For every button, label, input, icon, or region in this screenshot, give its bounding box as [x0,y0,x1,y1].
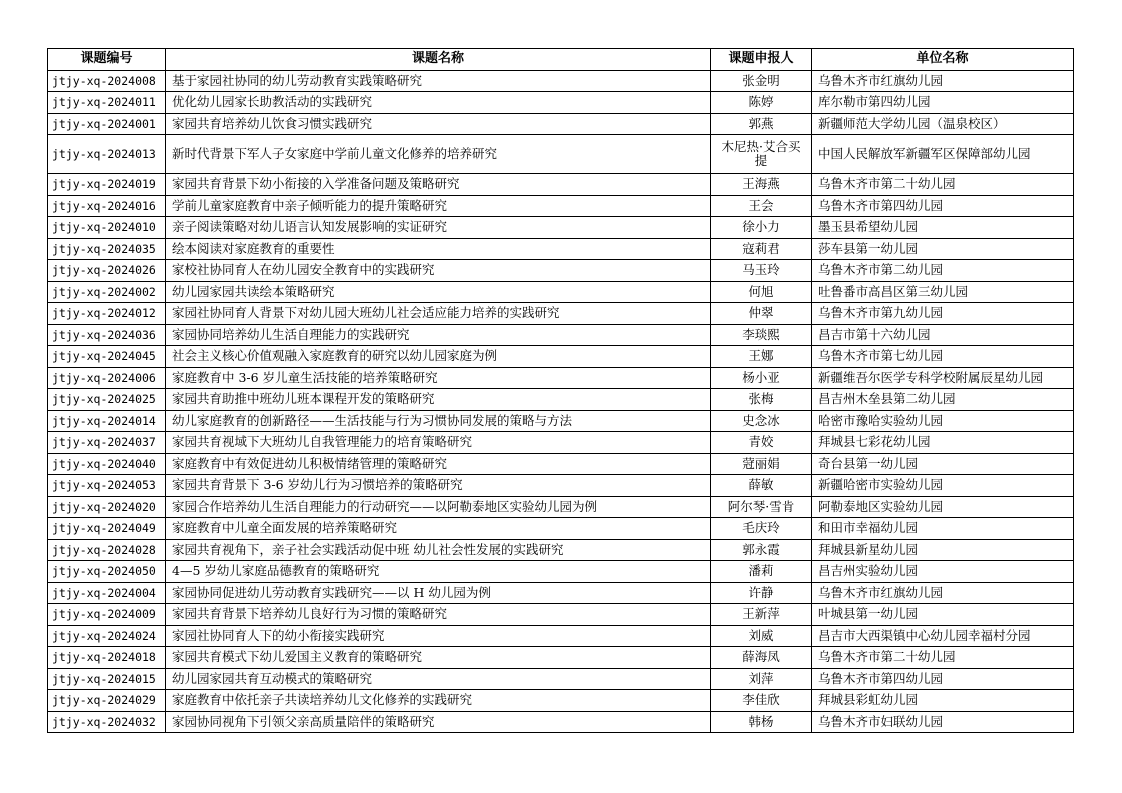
cell-applicant: 刘萍 [711,668,812,690]
table-row [48,70,1074,92]
cell-code: jtjy-xq-2024012 [48,303,166,325]
cell-code: jtjy-xq-2024002 [48,281,166,303]
cell-applicant: 王会 [711,195,812,217]
cell-title: 家园共育培养幼儿饮食习惯实践研究 [166,113,711,135]
cell-title: 家园共育背景下培养幼儿良好行为习惯的策略研究 [166,604,711,626]
cell-title: 家园共育模式下幼儿爱国主义教育的策略研究 [166,647,711,669]
cell-code: jtjy-xq-2024016 [48,195,166,217]
table-row [48,475,1074,497]
table-row [48,690,1074,712]
table-row [48,260,1074,282]
cell-title: 家园协同促进幼儿劳动教育实践研究——以 H 幼儿园为例 [166,582,711,604]
cell-unit: 乌鲁木齐市第七幼儿园 [812,346,1074,368]
cell-unit: 叶城县第一幼儿园 [812,604,1074,626]
cell-unit: 乌鲁木齐市第二十幼儿园 [812,647,1074,669]
cell-title: 家园社协同育人背景下对幼儿园大班幼儿社会适应能力培养的实践研究 [166,303,711,325]
cell-unit: 阿勒泰地区实验幼儿园 [812,496,1074,518]
cell-code: jtjy-xq-2024029 [48,690,166,712]
cell-applicant: 王新萍 [711,604,812,626]
cell-title: 家庭教育中儿童全面发展的培养策略研究 [166,518,711,540]
table-row [48,303,1074,325]
cell-code: jtjy-xq-2024020 [48,496,166,518]
cell-unit: 中国人民解放军新疆军区保障部幼儿园 [812,135,1074,174]
cell-code: jtjy-xq-2024001 [48,113,166,135]
table-row [48,389,1074,411]
cell-unit: 乌鲁木齐市红旗幼儿园 [812,582,1074,604]
table-row [48,281,1074,303]
cell-unit: 吐鲁番市高昌区第三幼儿园 [812,281,1074,303]
cell-title: 社会主义核心价值观融入家庭教育的研究以幼儿园家庭为例 [166,346,711,368]
cell-title: 家庭教育中有效促进幼儿积极情绪管理的策略研究 [166,453,711,475]
cell-unit: 拜城县七彩花幼儿园 [812,432,1074,454]
cell-unit: 新疆师范大学幼儿园（温泉校区） [812,113,1074,135]
cell-code: jtjy-xq-2024045 [48,346,166,368]
cell-code: jtjy-xq-2024013 [48,135,166,174]
cell-applicant: 史念冰 [711,410,812,432]
cell-applicant: 王娜 [711,346,812,368]
cell-applicant: 陈婷 [711,92,812,114]
cell-unit: 拜城县彩虹幼儿园 [812,690,1074,712]
cell-title: 绘本阅读对家庭教育的重要性 [166,238,711,260]
cell-title: 新时代背景下军人子女家庭中学前儿童文化修养的培养研究 [166,135,711,174]
cell-code: jtjy-xq-2024008 [48,70,166,92]
cell-unit: 新疆维吾尔医学专科学校附属辰星幼儿园 [812,367,1074,389]
cell-unit: 拜城县新星幼儿园 [812,539,1074,561]
cell-code: jtjy-xq-2024014 [48,410,166,432]
cell-title: 4—5 岁幼儿家庭品德教育的策略研究 [166,561,711,583]
cell-unit: 墨玉县希望幼儿园 [812,217,1074,239]
cell-title: 家庭教育中依托亲子共读培养幼儿文化修养的实践研究 [166,690,711,712]
cell-applicant: 薛敏 [711,475,812,497]
table-row [48,367,1074,389]
cell-code: jtjy-xq-2024011 [48,92,166,114]
cell-code: jtjy-xq-2024006 [48,367,166,389]
cell-code: jtjy-xq-2024018 [48,647,166,669]
cell-unit: 乌鲁木齐市妇联幼儿园 [812,711,1074,733]
cell-unit: 库尔勒市第四幼儿园 [812,92,1074,114]
cell-title: 家园共育背景下幼小衔接的入学准备问题及策略研究 [166,174,711,196]
cell-code: jtjy-xq-2024015 [48,668,166,690]
cell-unit: 乌鲁木齐市第二幼儿园 [812,260,1074,282]
cell-applicant: 韩杨 [711,711,812,733]
cell-unit: 乌鲁木齐市第四幼儿园 [812,195,1074,217]
cell-applicant: 张金明 [711,70,812,92]
table-row [48,346,1074,368]
cell-unit: 乌鲁木齐市第二十幼儿园 [812,174,1074,196]
table-row [48,432,1074,454]
cell-code: jtjy-xq-2024032 [48,711,166,733]
cell-applicant: 木尼热·艾合买提 [711,135,812,174]
cell-unit: 新疆哈密市实验幼儿园 [812,475,1074,497]
cell-code: jtjy-xq-2024025 [48,389,166,411]
cell-unit: 乌鲁木齐市第四幼儿园 [812,668,1074,690]
cell-applicant: 仲翠 [711,303,812,325]
cell-code: jtjy-xq-2024026 [48,260,166,282]
table-row [48,647,1074,669]
table-row [48,238,1074,260]
table-header-row [48,49,1074,71]
cell-applicant: 李佳欣 [711,690,812,712]
table-row [48,561,1074,583]
header-unit: 单位名称 [812,49,1074,71]
cell-code: jtjy-xq-2024050 [48,561,166,583]
cell-unit: 奇台县第一幼儿园 [812,453,1074,475]
table-body [48,70,1074,733]
header-applicant: 课题申报人 [711,49,812,71]
cell-unit: 乌鲁木齐市红旗幼儿园 [812,70,1074,92]
table-row [48,453,1074,475]
table-row [48,668,1074,690]
cell-code: jtjy-xq-2024004 [48,582,166,604]
cell-title: 家园共育背景下 3-6 岁幼儿行为习惯培养的策略研究 [166,475,711,497]
cell-applicant: 马玉玲 [711,260,812,282]
table-row [48,174,1074,196]
table-row [48,582,1074,604]
header-title: 课题名称 [166,49,711,71]
cell-code: jtjy-xq-2024040 [48,453,166,475]
cell-code: jtjy-xq-2024019 [48,174,166,196]
cell-applicant: 李琰熙 [711,324,812,346]
cell-code: jtjy-xq-2024035 [48,238,166,260]
cell-title: 基于家园社协同的幼儿劳动教育实践策略研究 [166,70,711,92]
cell-applicant: 许静 [711,582,812,604]
cell-applicant: 薛海凤 [711,647,812,669]
cell-applicant: 蒄丽娟 [711,453,812,475]
cell-code: jtjy-xq-2024010 [48,217,166,239]
cell-unit: 昌吉市第十六幼儿园 [812,324,1074,346]
cell-applicant: 青姣 [711,432,812,454]
cell-title: 幼儿园家园共读绘本策略研究 [166,281,711,303]
cell-applicant: 郭永霞 [711,539,812,561]
table-row [48,604,1074,626]
cell-title: 家庭教育中 3-6 岁儿童生活技能的培养策略研究 [166,367,711,389]
cell-unit: 昌吉州实验幼儿园 [812,561,1074,583]
cell-title: 家园共育助推中班幼儿班本课程开发的策略研究 [166,389,711,411]
table-row [48,324,1074,346]
cell-title: 家园合作培养幼儿生活自理能力的行动研究——以阿勒泰地区实验幼儿园为例 [166,496,711,518]
cell-unit: 昌吉市大西渠镇中心幼儿园幸福村分园 [812,625,1074,647]
cell-code: jtjy-xq-2024036 [48,324,166,346]
cell-applicant: 刘威 [711,625,812,647]
table-row [48,92,1074,114]
table-row [48,113,1074,135]
cell-code: jtjy-xq-2024024 [48,625,166,647]
cell-title: 亲子阅读策略对幼儿语言认知发展影响的实证研究 [166,217,711,239]
cell-title: 优化幼儿园家长助教活动的实践研究 [166,92,711,114]
cell-applicant: 郭燕 [711,113,812,135]
cell-unit: 昌吉州木垒县第二幼儿园 [812,389,1074,411]
table-row [48,135,1074,174]
cell-applicant: 寇莉君 [711,238,812,260]
cell-applicant: 杨小亚 [711,367,812,389]
cell-unit: 乌鲁木齐市第九幼儿园 [812,303,1074,325]
table-row [48,496,1074,518]
header-code: 课题编号 [48,49,166,71]
cell-title: 家园社协同育人下的幼小衔接实践研究 [166,625,711,647]
cell-applicant: 王海燕 [711,174,812,196]
table-row [48,217,1074,239]
cell-code: jtjy-xq-2024049 [48,518,166,540]
cell-title: 家校社协同育人在幼儿园安全教育中的实践研究 [166,260,711,282]
document-page [47,48,1073,733]
table-row [48,195,1074,217]
cell-title: 家园共育视域下大班幼儿自我管理能力的培育策略研究 [166,432,711,454]
cell-title: 幼儿家庭教育的创新路径——生活技能与行为习惯协同发展的策略与方法 [166,410,711,432]
cell-applicant: 徐小力 [711,217,812,239]
table-row [48,625,1074,647]
cell-title: 家园共育视角下，亲子社会实践活动促中班 幼儿社会性发展的实践研究 [166,539,711,561]
cell-code: jtjy-xq-2024009 [48,604,166,626]
table-row [48,518,1074,540]
cell-unit: 哈密市豫哈实验幼儿园 [812,410,1074,432]
cell-title: 学前儿童家庭教育中亲子倾听能力的提升策略研究 [166,195,711,217]
cell-applicant: 何旭 [711,281,812,303]
cell-code: jtjy-xq-2024037 [48,432,166,454]
table-row [48,539,1074,561]
project-table [47,48,1074,733]
cell-title: 家园协同视角下引领父亲高质量陪伴的策略研究 [166,711,711,733]
cell-title: 幼儿园家园共育互动模式的策略研究 [166,668,711,690]
cell-title: 家园协同培养幼儿生活自理能力的实践研究 [166,324,711,346]
table-row [48,410,1074,432]
cell-code: jtjy-xq-2024028 [48,539,166,561]
cell-applicant: 毛庆玲 [711,518,812,540]
cell-unit: 莎车县第一幼儿园 [812,238,1074,260]
cell-applicant: 潘莉 [711,561,812,583]
table-row [48,711,1074,733]
cell-code: jtjy-xq-2024053 [48,475,166,497]
cell-applicant: 张梅 [711,389,812,411]
cell-applicant: 阿尔琴·雪肯 [711,496,812,518]
cell-unit: 和田市幸福幼儿园 [812,518,1074,540]
